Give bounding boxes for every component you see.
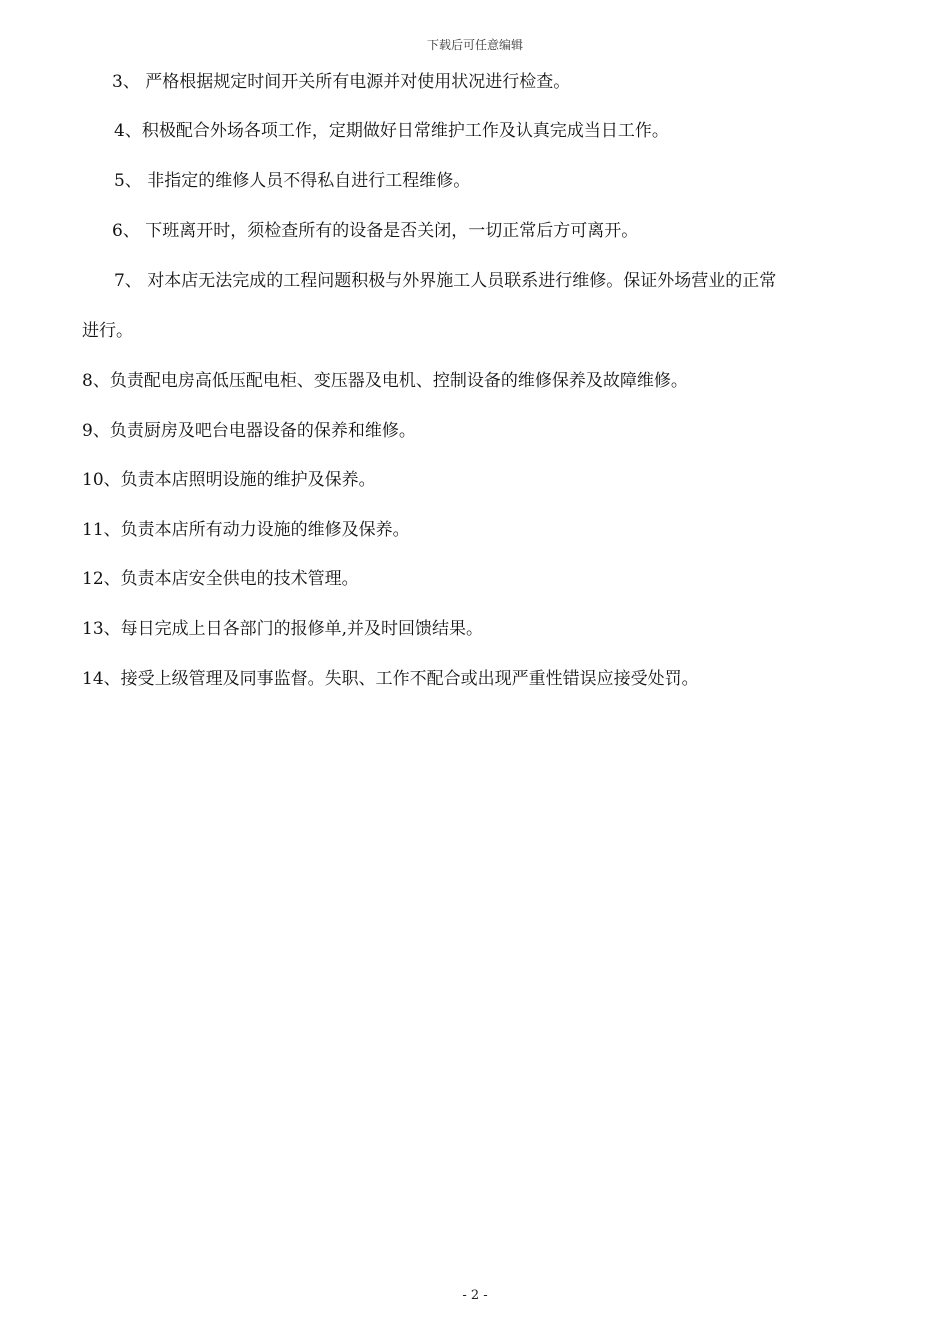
list-item-10: 10、负责本店照明设施的维护及保养。 [82,470,376,490]
list-item-9: 9、负责厨房及吧台电器设备的保养和维修。 [82,421,416,441]
page-number: - 2 - [462,1288,488,1303]
list-item-7-continued: 进行。 [82,321,133,341]
list-item-12: 12、负责本店安全供电的技术管理。 [82,569,359,589]
list-item-13: 13、每日完成上日各部门的报修单,并及时回馈结果。 [82,619,484,639]
page-header: 下载后可任意编辑 [426,38,523,52]
list-item-4: 4、积极配合外场各项工作，定期做好日常维护工作及认真完成当日工作。 [114,121,669,141]
list-item-6: 6、 下班离开时，须检查所有的设备是否关闭，一切正常后方可离开。 [112,221,639,241]
list-item-3: 3、 严格根据规定时间开关所有电源并对使用状况进行检查。 [112,72,571,92]
list-item-8: 8、负责配电房高低压配电柜、变压器及电机、控制设备的维修保养及故障维修。 [82,371,688,391]
list-item-14: 14、接受上级管理及同事监督。失职、工作不配合或出现严重性错误应接受处罚。 [82,669,699,689]
list-item-11: 11、负责本店所有动力设施的维修及保养。 [82,520,410,540]
list-item-5: 5、 非指定的维修人员不得私自进行工程维修。 [114,171,471,191]
list-item-7: 7、 对本店无法完成的工程问题积极与外界施工人员联系进行维修。保证外场营业的正常 [114,271,777,291]
